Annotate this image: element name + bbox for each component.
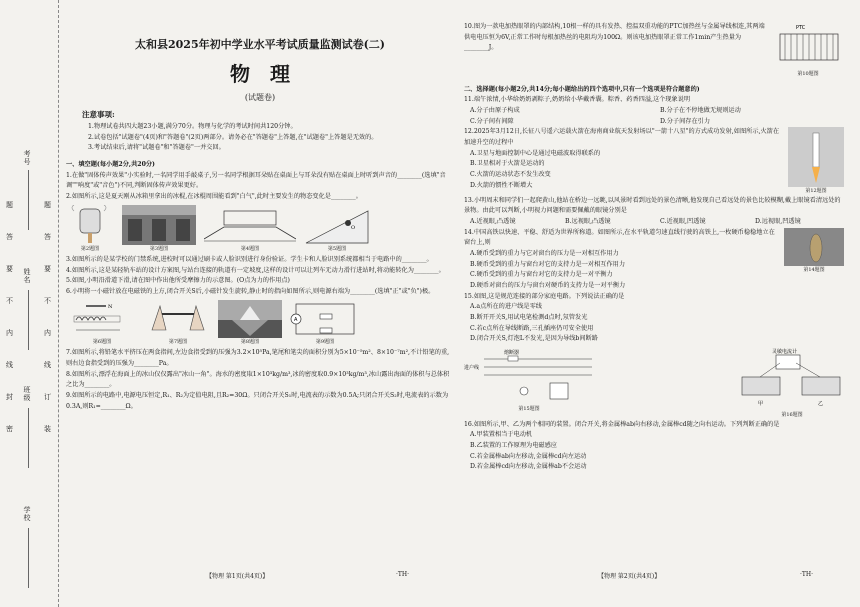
- exam-title: 太和县2025年初中学业水平考试质量监测试卷(二): [134, 38, 386, 51]
- option-b: B.断开开关S,用试电笔检测d点时,氖管发光: [470, 314, 588, 322]
- question-3: 3.如图所示的是某学校的门禁系统,进校时可以通过刷卡或人脸识别进行身份验证。学生卡和人脸识别系统都相当于电路中的________。: [66, 256, 433, 264]
- fig-label: 第16题图: [781, 412, 803, 418]
- fig-label: 第8题图: [240, 338, 260, 345]
- q14-row: [464, 228, 844, 292]
- seal-char: 装: [44, 425, 51, 433]
- label-banji: 班级: [23, 386, 31, 402]
- figure-14: [784, 228, 844, 292]
- figure-4: [204, 205, 296, 254]
- figure-row-6-9: [66, 300, 454, 347]
- subject-title: 物理: [230, 61, 310, 86]
- svg-text:A: A: [294, 316, 298, 323]
- iceberg-photo: [218, 300, 282, 338]
- binding-sidebar: [0, 0, 59, 607]
- seal-char: 要: [44, 265, 51, 273]
- option-c: C.若c点所在导线断路,三孔插座仍可安全使用: [470, 324, 594, 332]
- galvanometer-label: 灵敏电流计: [772, 349, 798, 355]
- question-5: 5.如图,小明沿滑道下滑,请在图中作出他所受摩擦力的示意图。(O点为力的作用点): [66, 277, 290, 285]
- fuse-label: 熔断器: [504, 350, 520, 356]
- page2-footer-tag: ·TH·: [800, 571, 814, 578]
- seal-left-char: 内: [6, 329, 13, 337]
- notice-item: 2.试卷包括"试题卷"(4页)和"答题卷"(2页)两部分。请务必在"答题卷"上答题,在"试题卷"上答题是无效的。: [88, 133, 378, 141]
- q11-options: [464, 106, 844, 127]
- option-c: C.若金属棒ab向左移动,金属棒cd向左运动: [470, 452, 587, 460]
- page1-footer: 【物理 第1页(共4页)】: [206, 573, 269, 580]
- fig-label: 第5题图: [327, 245, 347, 252]
- seal-left-char: 答: [6, 233, 13, 241]
- question-12: 12.2025年3月12日,长征八号遥六运载火箭在海南商业航天发射场以"一箭十八星"的方式成功发射,如图所示,火箭在加速升空的过程中: [464, 128, 780, 146]
- seal-char: 线: [44, 361, 51, 369]
- fig-label: 第6题图: [92, 338, 112, 345]
- fig-label: 第14题图: [803, 266, 825, 273]
- figure-7: [146, 300, 210, 347]
- seal-char: 订: [44, 393, 51, 401]
- question-13: 13.小明周末和同学们一起爬黄山,他站在桥边一远眺,以风景时看到远处的景色清晰,他发现自己看远处的景色比较模糊,戴上眼镜看清远处的景物。由此可以判断,小明视力问题和需要佩戴的眼镜分别是: [464, 196, 841, 215]
- option-d: D.若金属棒cd向左移动,金属棒ab不会运动: [470, 463, 587, 471]
- fig-label: 第7题图: [168, 338, 188, 345]
- banji-line: [28, 408, 29, 468]
- option-d: D.闭合开关S,灯泡L不发光,是因为导线b间断路: [470, 335, 598, 343]
- fig-label: 第9题图: [315, 338, 335, 345]
- q12-row: [464, 127, 844, 196]
- page1-footer-tag: ·TH·: [396, 571, 410, 578]
- section2-heading: 二、选择题(每小题2分,共14分;每小题给出的四个选项中,只有一个选项是符合题意的): [464, 85, 700, 93]
- q12-text: [464, 127, 782, 196]
- question-16: 16.如图所示,甲、乙为两个相同的装置。闭合开关,将金属棒ab向右移动,金属棒cd随之向右运动。下列判断正确的是: [464, 420, 780, 428]
- fig-label: 第2题图: [80, 245, 100, 252]
- question-8: 8.如图所示,漂浮在海面上的冰山仅仅露出"冰山一角"。海水的密度取1×10³kg/m³,冰的密度取0.9×10³kg/m³,冰山露出海面的体积与总体积之比为________。: [66, 370, 450, 389]
- seal-char: 答: [44, 233, 51, 241]
- question-7: 7.如图所示,将铅笔水平挤压在两食指间,左边食指受到的压强为3.2×10⁵Pa,笔尾和笔尖的面积分别为5×10⁻⁵m²、8×10⁻⁷m²,不计铅笔的重,则右边食指受到的压强为________Pa。: [66, 349, 450, 367]
- figure-5: [304, 205, 370, 254]
- device-label-yi: 乙: [818, 401, 824, 407]
- question-6: 6.小明将一小磁针放在电磁铁的上方,闭合开关S后,小磁针发生旋转,静止时的指向如图所示,则电源右端为________(选填"正"或"负")极。: [66, 288, 435, 296]
- figure-10: [772, 22, 844, 79]
- xuexiao-line: [28, 528, 29, 588]
- label-kaohao: 考号: [23, 150, 31, 166]
- seal-left-char: 线: [6, 361, 13, 369]
- svg-text:O: O: [351, 224, 356, 231]
- q13-options: [464, 217, 844, 228]
- coin-photo: [784, 228, 844, 266]
- ptc-label: PTC: [796, 25, 806, 31]
- question-1: 1.在做"固体传声效果"小实验时,一名同学用手敲桌子,另一名同学根据耳朵贴在桌面上与耳朵没有贴在桌面上时听到声音的________(选填"音调""响度"或"音色")不同,判断固体传声效果更好。: [66, 171, 446, 190]
- station-diagram: [204, 205, 296, 245]
- notice-item: 3.考试结束后,请将"试题卷"和"答题卷"一并交回。: [88, 144, 225, 152]
- slide-diagram: [304, 205, 370, 245]
- question-10: 10.图为一款电加热眼罩的内部结构,10根一样的具有发热、控温双重功能的PTC加热丝与金属导线相连,其两端供电电压恒为6V,正常工作时每根加热丝的电阻均为100Ω。则该电加热眼罩正常工作1min产生热量为________J。: [464, 23, 765, 52]
- option-a: A.卫星与地面控制中心是通过电磁波取得联系的: [470, 149, 601, 157]
- fig-label: 第15题图: [518, 406, 540, 412]
- option-b: B.卫星相对于火箭是运动的: [470, 160, 545, 168]
- figure-3: [122, 205, 196, 254]
- option-d: D.远视眼,凹透镜: [755, 218, 801, 226]
- left-column: [66, 22, 454, 412]
- option-b: B.乙装置的工作原理为电磁感应: [470, 441, 557, 449]
- fig-label: 第3题图: [149, 245, 169, 252]
- notice-item: 1.物理试卷共四大题23小题,满分70分。物理与化学的考试时间共120分钟。: [88, 122, 297, 130]
- svg-text:N: N: [108, 303, 113, 310]
- device-label-jia: 甲: [758, 401, 764, 407]
- option-c: C.近视眼,凹透镜: [660, 218, 706, 226]
- electromagnet-diagram: [66, 300, 138, 338]
- figure-9: [290, 300, 360, 347]
- seal-char: 不: [44, 297, 51, 305]
- option-d: D.火箭的惯性不断增大: [470, 181, 533, 189]
- page2-footer: 【物理 第2页(共4页)】: [598, 573, 661, 580]
- question-4: 4.如图所示,这是某轻轨车站的设计方案图,与站台连接的轨道有一定坡度,这样的设计可以让列车无动力滑行进站时,将动能转化为________。: [66, 266, 445, 274]
- figure-15: [464, 347, 594, 420]
- seal-left-char: 不: [6, 297, 13, 305]
- question-2: 2.如图所示,这是夏天刚从冰箱里拿出的冰棍,在冰棍周围能看到"白气",此时主要发生的物态变化是________。: [66, 192, 362, 200]
- household-circuit-diagram: [464, 347, 594, 405]
- fig-label: 第10题图: [797, 71, 819, 77]
- seal-char: 题: [44, 201, 51, 209]
- figure-16: [740, 347, 844, 420]
- right-column: [464, 22, 844, 473]
- generator-motor-diagram: [740, 347, 844, 411]
- option-d: D.分子间存在引力: [660, 117, 711, 125]
- option-a: A.分子由原子构成: [470, 106, 520, 114]
- seal-left-char: 封: [6, 393, 13, 401]
- option-d: D.硬币对窗台的压力与窗台对硬币的支持力是一对平衡力: [470, 282, 626, 290]
- question-14: 14.中国高铁以快速、平稳、舒适为世界所称道。如图所示,在水平轨道匀速直线行驶的高铁上,一枚硬币稳稳地立在窗台上,则: [464, 228, 775, 247]
- option-b: B.远视眼,凸透镜: [565, 218, 611, 226]
- popsicle-illustration: [66, 205, 114, 245]
- q14-text: [464, 228, 778, 292]
- figure-12: [788, 127, 844, 196]
- figure-6: [66, 300, 138, 347]
- option-a: A.硬币受到的重力与它对窗台的压力是一对相互作用力: [470, 250, 619, 258]
- circuit-diagram: [290, 300, 360, 338]
- fig-label: 第4题图: [240, 245, 260, 252]
- option-a: A.近视眼,凸透镜: [470, 218, 516, 226]
- seal-char: 内: [44, 329, 51, 337]
- kaohao-line: [28, 170, 29, 230]
- figure-2: [66, 205, 114, 254]
- option-c: C.硬币受到的重力与窗台对它的支持力是一对平衡力: [470, 271, 613, 279]
- rocket-photo: [788, 127, 844, 187]
- seal-left-char: 题: [6, 201, 13, 209]
- section1-heading: 一、填空题(每小题2分,共20分): [66, 160, 155, 168]
- option-a: A.a点所在的进户线是零线: [470, 303, 542, 311]
- inlet-label: 进户线: [464, 365, 480, 371]
- notice-heading: 注意事项:: [82, 110, 115, 120]
- seal-left-char: 密: [6, 425, 13, 433]
- option-b: B.分子在不停地做无规则运动: [660, 106, 741, 114]
- fig-label: 第12题图: [805, 188, 827, 195]
- option-c: C.分子间有间隙: [470, 117, 514, 125]
- pencil-fingers-diagram: [146, 300, 210, 338]
- gate-photo: [122, 205, 196, 245]
- label-xingming: 姓名: [23, 268, 31, 284]
- figure-8: [218, 300, 282, 347]
- option-a: A.甲装置相当于电动机: [470, 431, 533, 439]
- figures-15-16: [464, 347, 844, 420]
- ptc-eyemask-diagram: [772, 22, 844, 70]
- question-9: 9.如图所示的电路中,电源电压恒定,R₁、R₂为定值电阻,且R₂=30Ω。只闭合开关S₁时,电流表的示数为0.5A;只闭合开关S₂时,电流表的示数为0.3A,则R₁=________Ω。: [66, 391, 449, 410]
- option-c: C.火箭的运动状态不发生改变: [470, 170, 551, 178]
- q10-row: [464, 22, 844, 79]
- question-11: 11.端午浓情,小华给奶奶剥粽子,奶奶给小华戴香囊。粽香、药香四溢,这个现象说明: [464, 96, 691, 104]
- seal-left-char: 要: [6, 265, 13, 273]
- option-b: B.硬币受到的重力与窗台对它的支持力是一对相互作用力: [470, 260, 626, 268]
- figure-row-2-5: [66, 205, 454, 254]
- question-15: 15.如图,这是规范连接的部分家庭电路。下列说法正确的是: [464, 292, 625, 300]
- paper-type: (试题卷): [244, 93, 276, 103]
- xingming-line: [28, 290, 29, 350]
- label-xuexiao: 学校: [23, 506, 31, 522]
